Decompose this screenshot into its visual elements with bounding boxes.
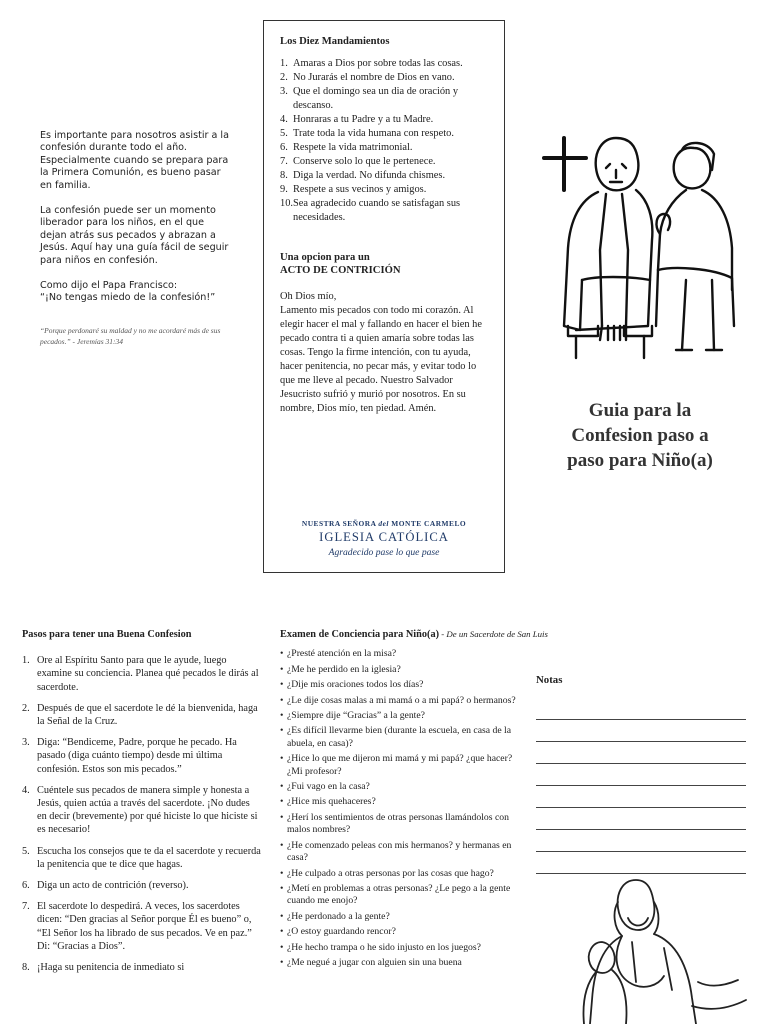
- step-item: 2. Después de que el sacerdote le dé la bienvenida, haga la Señal de la Cruz.: [22, 702, 258, 728]
- step-item: 1. Ore al Espíritu Santo para que le ayude, luego examine su conciencia. Planea qué pecados le dirás al sacerdote.: [22, 655, 259, 693]
- exam-item: • ¿He hecho trampa o he sido injusto en los juegos?: [280, 941, 481, 953]
- contrition-body: Lamento mis pecados con todo mi corazón. Al elegir hacer el mal y fallando en hacer el bien he pecado contra ti a quien amaría sobre todas las cosas. Tengo la firme intención, con tu ayuda, hacer penitencia, no pecar más, y evitar todo lo que me lleve al pecado. Nuestro Salvador Jesucristo sufrió y murió por nosotros. En su nombre, Dios mío, ten piedad. Amén.: [280, 305, 482, 414]
- exam-item: • ¿Hice mis quehaceres?: [280, 796, 376, 808]
- commandment-item: 9. Respete a sus vecinos y amigos.: [280, 184, 427, 195]
- confession-illustration: [536, 130, 740, 360]
- exam-item: • ¿Metí en problemas a otras personas? ¿Le pego a la gente cuando me enojo?: [280, 882, 511, 907]
- intro-paragraph-1: Es importante para nosotros asistir a la confesión durante todo el año. Especialmente cuando se prepara para la Primera Comunión, es bueno pasar en familia.: [40, 130, 229, 191]
- commandments-panel: [263, 20, 505, 573]
- contrition-greeting: Oh Dios mío,: [280, 291, 337, 302]
- commandment-item: 2. No Jurarás el nombre de Dios en vano.: [280, 72, 455, 83]
- notes-line[interactable]: [536, 808, 746, 830]
- church-motto: Agradecido pase lo que pase: [328, 547, 440, 558]
- pope-quote: “¡No tengas miedo de la confesión!”: [40, 292, 216, 304]
- steps-title: Pasos para tener una Buena Confesion: [22, 629, 192, 640]
- intro-text: [40, 130, 230, 360]
- exam-item: • ¿Presté atención en la misa?: [280, 648, 397, 660]
- notes-line[interactable]: [536, 720, 746, 742]
- commandment-item: 6. Respete la vida matrimonial.: [280, 142, 413, 153]
- jesus-embrace-illustration: [572, 872, 748, 1024]
- exam-item: • ¿Hice lo que me dijeron mi mamá y mi papá? ¿que hacer? ¿Mi profesor?: [280, 753, 513, 777]
- examination-of-conscience: [280, 628, 548, 972]
- exam-item: • ¿Fui vago en la casa?: [280, 781, 370, 793]
- commandment-item: 1. Amaras a Dios por sobre todas las cosas.: [280, 58, 463, 69]
- confession-steps: [22, 628, 262, 982]
- commandment-item: 10. Sea agradecido cuando se satisfagan sus necesidades.: [280, 198, 461, 223]
- exam-item: • ¿Siempre dije “Gracias” a la gente?: [280, 710, 425, 722]
- exam-item: • ¿Le dije cosas malas a mi mamá o a mi papá? o hermanos?: [280, 694, 516, 706]
- exam-item: • ¿Es difícil llevarme bien (durante la escuela, en casa de la abuela, en casa)?: [280, 725, 512, 749]
- step-item: 6. Diga un acto de contrición (reverso).: [22, 880, 189, 892]
- commandment-item: 7. Conserve solo lo que le pertenece.: [280, 156, 436, 167]
- notes-line[interactable]: [536, 830, 746, 852]
- exam-item: • ¿O estoy guardando rencor?: [280, 926, 396, 938]
- step-item: 4. Cuéntele sus pecados de manera simple y honesta a Jesús, quien actúa a través del sacerdote. ¡No dudes en decir (brevemente) por qué hiciste lo que hiciste si es necesario!: [22, 784, 258, 836]
- notes-line[interactable]: [536, 786, 746, 808]
- commandment-item: 3. Que el domingo sea un dia de oración y descanso.: [280, 86, 459, 111]
- step-item: 7. El sacerdote lo despedirá. A veces, los sacerdotes dicen: “Den gracias al Señor porque Él es bueno” o, “El Señor los ha librado de sus pecados. Ve en paz.” Di: “Gracias a Dios”.: [22, 901, 252, 952]
- exam-list: [280, 648, 520, 969]
- intro-paragraph-2: La confesión puede ser un momento liberador para los niños, en el que dejan atrás sus pecados y abrazan a Jesús. Aquí hay una guía fácil de seguir para niños en confesión.: [40, 205, 229, 266]
- steps-list: [22, 654, 262, 974]
- commandment-item: 8. Diga la verdad. No difunda chismes.: [280, 170, 446, 181]
- step-item: 5. Escucha los consejos que te da el sacerdote y recuerda la penitencia que te dice que hagas.: [22, 845, 261, 870]
- exam-item: • ¿Dije mis oraciones todos los días?: [280, 679, 424, 691]
- step-item: 8. ¡Haga su penitencia de inmediato si: [22, 962, 185, 974]
- step-item: 3. Diga: “Bendiceme, Padre, porque he pecado. Ha pasado (diga cuánto tiempo) desde mi última confesión. Estos son mis pecados.”: [22, 737, 237, 775]
- intro-paragraph-3: [40, 280, 230, 305]
- commandments-title: Los Diez Mandamientos: [280, 36, 390, 47]
- pope-quote-lead: Como dijo el Papa Francisco:: [40, 280, 178, 292]
- notes-line[interactable]: [536, 852, 746, 874]
- notes-line[interactable]: [536, 764, 746, 786]
- notes-title: Notas: [536, 674, 563, 686]
- exam-item: • ¿He perdonado a la gente?: [280, 910, 390, 922]
- commandment-item: 4. Honraras a tu Padre y a tu Madre.: [280, 114, 434, 125]
- exam-title: Examen de Conciencia para Niño(a) - De un Sacerdote de San Luis: [280, 629, 548, 640]
- contrition-title: Una opcion para un ACTO DE CONTRICIÓN: [280, 252, 401, 276]
- church-name-line1: NUESTRA SEÑORA del MONTE CARMELO: [301, 519, 467, 528]
- exam-item: • ¿He culpado a otras personas por las cosas que hago?: [280, 867, 494, 879]
- guide-title: Guia para la Confesion paso a paso para Niño(a): [567, 400, 713, 471]
- jeremiah-quote: “Porque perdonaré su maldad y no me acordaré más de sus pecados.” - Jeremías 31:34: [40, 325, 221, 346]
- exam-item: • ¿Me he perdido en la iglesia?: [280, 663, 401, 675]
- commandments-list: [280, 57, 488, 225]
- exam-item: • ¿He comenzado peleas con mis hermanos? y hermanas en casa?: [280, 839, 512, 864]
- exam-item: • ¿Me negué a jugar con alguien sin una buena: [280, 956, 462, 968]
- notes-line[interactable]: [536, 742, 746, 764]
- contrition-prayer: [280, 290, 488, 416]
- church-logo: [264, 519, 504, 558]
- church-name-line2: IGLESIA CATÓLICA: [319, 530, 449, 544]
- notes-section: [536, 674, 746, 874]
- notes-line[interactable]: [536, 698, 746, 720]
- commandment-item: 5. Trate toda la vida humana con respeto.: [280, 128, 454, 139]
- exam-item: • ¿Herí los sentimientos de otras personas llamándolos con malos nombres?: [280, 811, 509, 836]
